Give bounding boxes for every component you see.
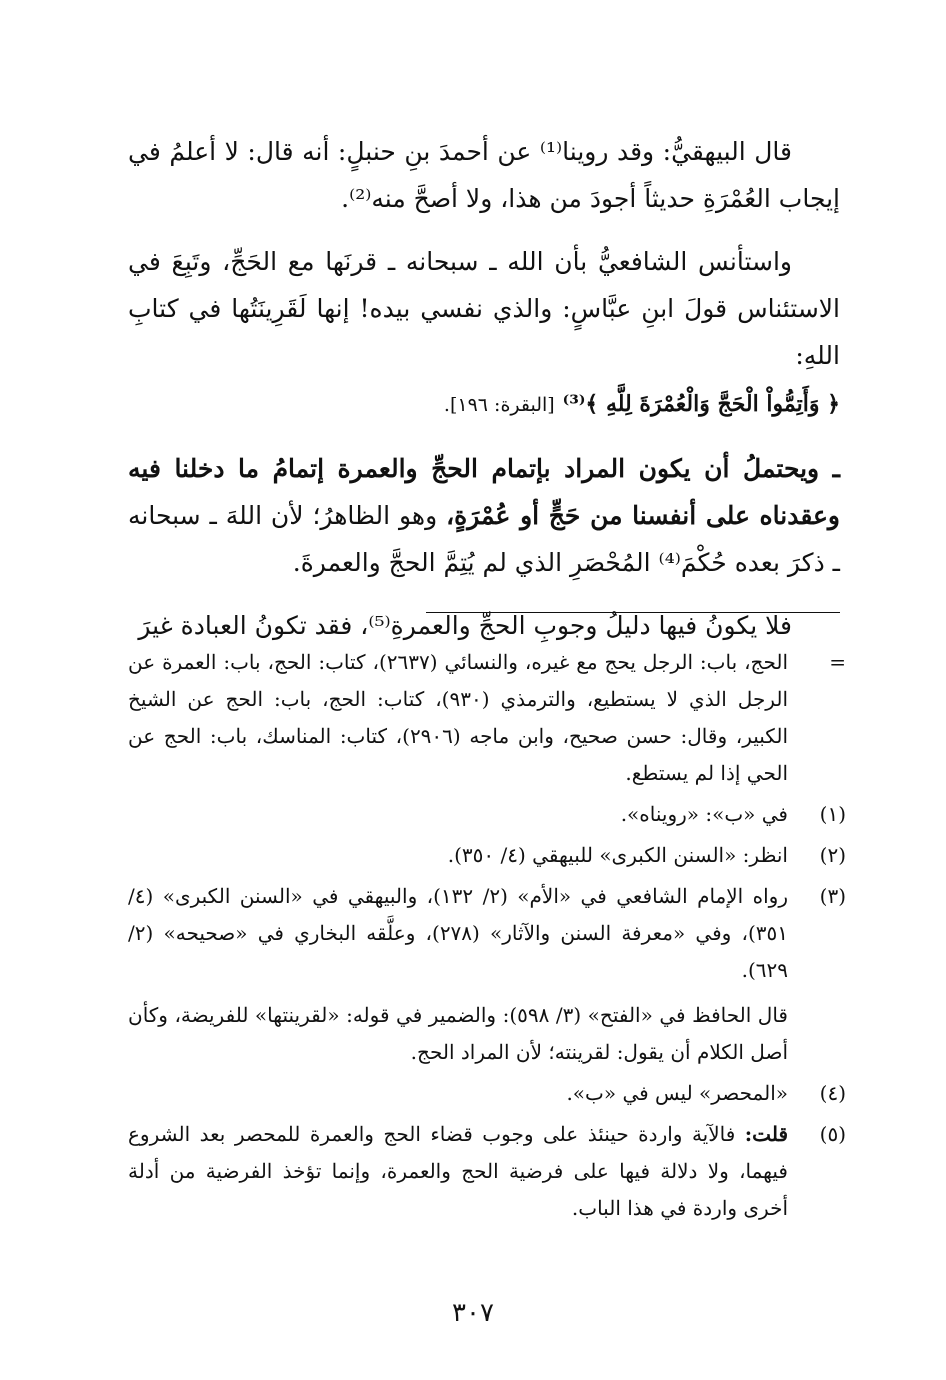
footnote-4 <box>128 1075 846 1112</box>
footnote-2-number: (٢) <box>819 843 846 867</box>
paragraph-3-bold-text: ـ ويحتملُ أن يكون المراد بإتمام الحجِّ والعمرة إتمامُ ما دخلنا فيه وعقدناه على أنفسنا من حَجٍّ أو عُمْرَةٍ، <box>128 454 840 530</box>
footnote-1-number: (١) <box>819 802 846 826</box>
footnote-divider <box>426 612 840 613</box>
footnote-2 <box>128 837 846 874</box>
continuation-text: الحج، باب: الرجل يحج مع غيره، والنسائي (٢٦٣٧)، كتاب: الحج، باب: العمرة عن الرجل الذي لا يستطيع، والترمذي (٩٣٠)، كتاب: الحج، باب: الحج عن الشيخ الكبير، وقال: حسن صحيح، وابن ماجه (٢٩٠٦)، كتاب: المناسك، باب: الحج عن الحي إذا لم يستطع. <box>128 650 789 785</box>
paragraph-1 <box>128 128 840 222</box>
continuation-mark: = <box>829 650 846 674</box>
footnote-3-number: (٣) <box>819 884 846 908</box>
footnote-5-number: (٥) <box>819 1122 846 1146</box>
paragraph-3 <box>128 445 840 586</box>
page-number: ٣٠٧ <box>452 1298 494 1328</box>
paragraph-4 <box>128 602 840 649</box>
footnote-3 <box>128 878 846 1071</box>
footnote-3-text: رواه الإمام الشافعي في «الأم» (٢/ ١٣٢)، والبيهقي في «السنن الكبرى» (٤/ ٣٥١)، وفي «معرفة السنن والآثار» (٢٧٨)، وعلَّقه البخاري في «صحيحه» (٢/ ٦٢٩). <box>128 884 788 982</box>
footnote-1 <box>128 796 846 833</box>
footnote-5-text: فالآية واردة حينئذ على وجوب قضاء الحج والعمرة للمحصر بعد الشروع فيهما، ولا دلالة فيها على فرضية الحج والعمرة، وإنما تؤخذ الفرضية من أدلة أخرى واردة في هذا الباب. <box>128 1122 788 1220</box>
footnote-1-text: في «ب»: «رويناه». <box>620 802 788 826</box>
footnotes <box>128 644 846 1231</box>
footnote-3-commentary: قال الحافظ في «الفتح» (٣/ ٥٩٨): والضمير في قوله: «لقرينتها» للفريضة، وكأن أصل الكلام أن يقول: لقرينته؛ لأن المراد الحج. <box>128 1003 788 1064</box>
footnote-5-bold-lead: قلت: <box>744 1122 788 1146</box>
paragraph-4-text: فلا يكونُ فيها دليلُ وجوبِ الحجِّ والعمرةِ⁽⁵⁾، فقد تكونُ العبادة غيرَ <box>138 611 792 640</box>
footnote-5 <box>128 1116 846 1227</box>
footnote-4-text: «المحصر» ليس في «ب». <box>566 1081 788 1105</box>
footnote-4-number: (٤) <box>819 1081 846 1105</box>
paragraph-1-text: قال البيهقيُّ: وقد روينا⁽¹⁾ عن أحمدَ بنِ حنبلٍ: أنه قال: لا أعلمُ في إيجاب العُمْرَةِ حديثاً أجودَ من هذا، ولا أصحَّ منه⁽²⁾. <box>128 137 840 213</box>
footnote-5-paragraph <box>128 1116 788 1227</box>
footnote-2-text: انظر: «السنن الكبرى» للبيهقي (٤/ ٣٥٠). <box>447 843 788 867</box>
main-text <box>128 128 840 665</box>
paragraph-2 <box>128 238 840 429</box>
verse-reference: [البقرة: ١٩٦]. <box>443 394 555 416</box>
footnote-continuation <box>128 644 846 792</box>
paragraph-3-text: وهو الظاهرُ؛ لأن اللهَ ـ سبحانه ـ ذكرَ بعده حُكْمَ⁽⁴⁾ المُحْصَرِ الذي لم يُتِمَّ الحجَّ والعمرةَ. <box>128 501 840 577</box>
quran-verse: ﴿ وَأَتِمُّواْ الْحَجَّ وَالْعُمْرَةَ لِلَّهِ ﴾⁽³⁾ <box>562 391 840 417</box>
paragraph-2-text: واستأنس الشافعيُّ بأن الله ـ سبحانه ـ قرنَها مع الحَجِّ، وتَبِعَ في الاستئناس قولَ ابنِ عبَّاسٍ: والذي نفسي بيده! إنها لَقَرِينَتُها في كتابِ اللهِ: <box>128 247 840 370</box>
